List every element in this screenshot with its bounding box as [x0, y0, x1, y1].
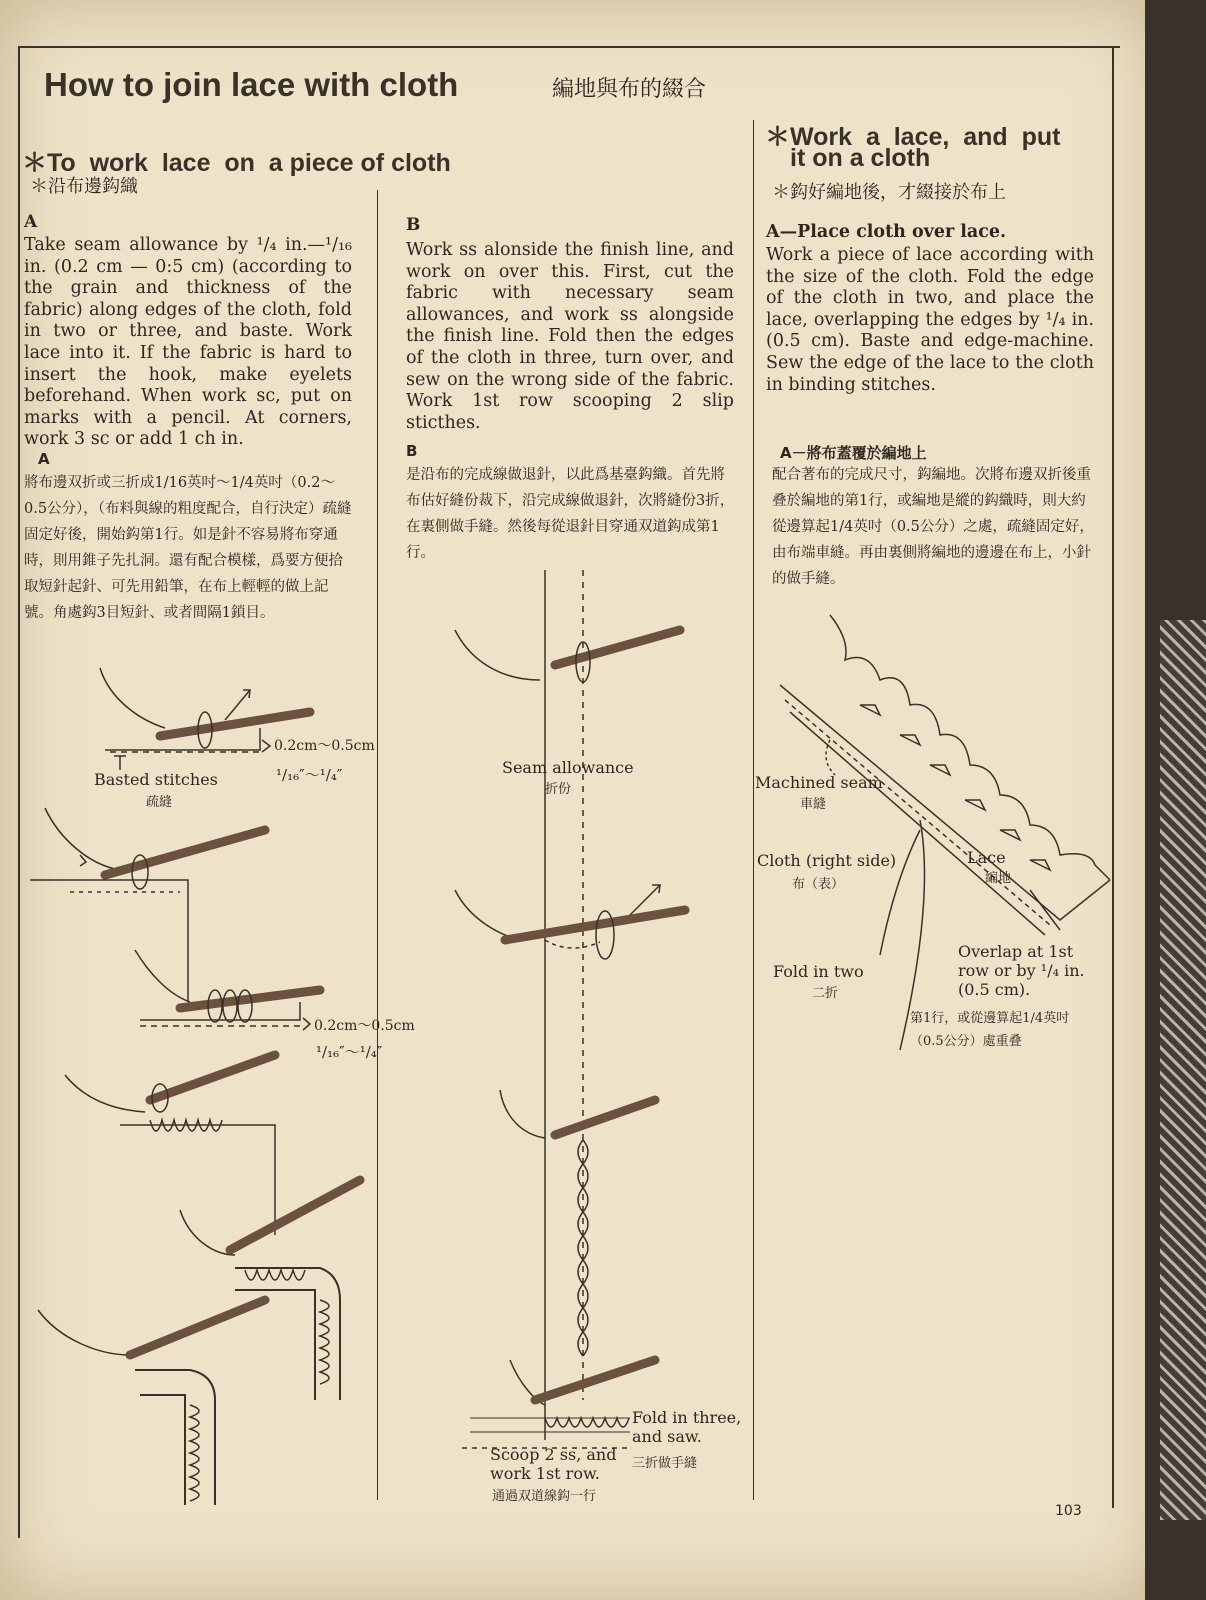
right-a-text: Work a piece of lace according with the size of the cloth. Fold the edge of the cloth in two, and place the lace, overlapping the edges by ¹/₄ in. (0.5 cm). Baste and edge-machine. Sew the edge of the lace to the cloth in binding stitches. [766, 245, 1094, 395]
label-cm-1: 0.2cm～0.5cm [274, 738, 375, 754]
left-figure-6 [38, 1300, 265, 1505]
right-a-cn-text: 配合著布的完成尺寸，鈎編地。次將布邊双折後重叠於編地的第1行，或編地是縱的鈎織時，則大約從邊算起1/4英吋（0.5公分）之處，疏縫固定好，由布端車縫。再由裏側將編地的邊邊在布上，小針的做手縫。 [772, 467, 1094, 587]
label-cloth: Cloth (right side) [757, 851, 897, 870]
label-overlap-cn-1: 第1行，或從邊算起1/4英吋 [910, 1011, 1070, 1026]
right-a-heading: A—Place cloth over lace. [766, 222, 1007, 242]
page-number: 103 [1055, 1503, 1082, 1519]
left-figure-4 [65, 1055, 275, 1235]
label-fold-three-cn: 三折做手縫 [632, 1456, 698, 1471]
right-a-cn-heading: A－將布蓋覆於編地上 [780, 444, 927, 462]
page-title: How to join lace with cloth [44, 66, 459, 103]
label-overlap-cn-2: （0.5公分）處重叠 [910, 1034, 1022, 1049]
label-in-2: ¹/₁₆″～¹/₄″ [316, 1043, 383, 1061]
label-in-1: ¹/₁₆″～¹/₄″ [276, 766, 343, 784]
left-a-cn-label: A [38, 450, 50, 468]
left-a-text: Take seam allowance by ¹/₄ in.—¹/₁₆ in. (0.2 cm — 0:5 cm) (according to the grain and thickness of the fabric) along edges of the cloth, fold in two or three, and baste. Work lace into it. If the fabric is hard to insert the hook, make eyelets beforehand. When work sc, put on marks with a pencil. At corners, work 3 sc or add 1 ch in. [24, 235, 352, 450]
label-cloth-cn: 布（表） [792, 877, 845, 892]
right-heading-cn: ＊鈎好編地後，才綴接於布上 [772, 182, 1006, 203]
left-a-cn-text: 將布邊双折或三折成1/16英吋～1/4英吋（0.2～0.5公分），（布料與線的粗度配合，自行決定）疏縫固定好後，開始鈎第1行。如是針不容易將布穿通時，則用錐子先扎洞。還有配合模樣，爲要方便拾取短針起針、可先用鉛筆，在布上輕輕的做上記號。角處鈎3目短針、或者間隔1鎖目。 [24, 475, 352, 621]
label-fold-three: Fold in three, and saw. [632, 1408, 742, 1446]
left-a-label: A [24, 212, 38, 232]
page-title-cn: 編地與布的綴合 [552, 77, 707, 102]
label-lace-cn: 編地 [985, 871, 1012, 886]
label-overlap: Overlap at 1st row or by ¹/₄ in. (0.5 cm). [958, 942, 1085, 999]
label-basted-stitches-cn: 疏縫 [146, 795, 173, 810]
label-scoop: Scoop 2 ss, and work 1st row. [490, 1445, 617, 1483]
left-heading: ＊To work lace on a piece of cloth [22, 149, 451, 177]
middle-figures [455, 570, 685, 1448]
label-seam-allowance: Seam allowance [502, 758, 634, 777]
label-fold-two-cn: 二折 [812, 986, 839, 1001]
label-lace: Lace [967, 848, 1006, 867]
left-heading-cn: ＊沿布邊鈎織 [30, 176, 138, 197]
middle-b-cn-text: 是沿布的完成線做退針，以此爲基臺鈎織。首先將布估好縫份裁下，沿完成線做退針，次將縫份3折，在裏側做手縫。然後每從退針目穿通双道鈎成第1行。 [406, 467, 735, 561]
left-figure-5 [180, 1180, 360, 1400]
middle-b-text: Work ss alonside the finish line, and work on over this. First, cut the fabric with necessary seam allowances, and work ss alongside the finish line. Fold then the edges of the cloth in three, turn over, and sew on the wrong side of the fabric. Work 1st row scooping 2 slip sticthes. [406, 240, 734, 433]
label-fold-two: Fold in two [773, 962, 864, 981]
label-machined-seam: Machined seam [755, 773, 883, 792]
label-seam-allowance-cn: 折份 [545, 782, 572, 797]
label-scoop-cn: 通過双道線鈎一行 [492, 1489, 597, 1504]
left-figure-2 [30, 808, 265, 1002]
label-cm-2: 0.2cm～0.5cm [314, 1018, 415, 1034]
right-heading-line2: it on a cloth [790, 144, 931, 172]
left-figure-3 [135, 950, 320, 1030]
middle-b-cn-label: B [406, 442, 418, 460]
right-heading-line1: ＊Work a lace, and put [765, 123, 1061, 151]
label-machined-seam-cn: 車縫 [800, 797, 827, 812]
middle-b-label: B [406, 215, 421, 235]
label-basted-stitches: Basted stitches [94, 770, 218, 789]
